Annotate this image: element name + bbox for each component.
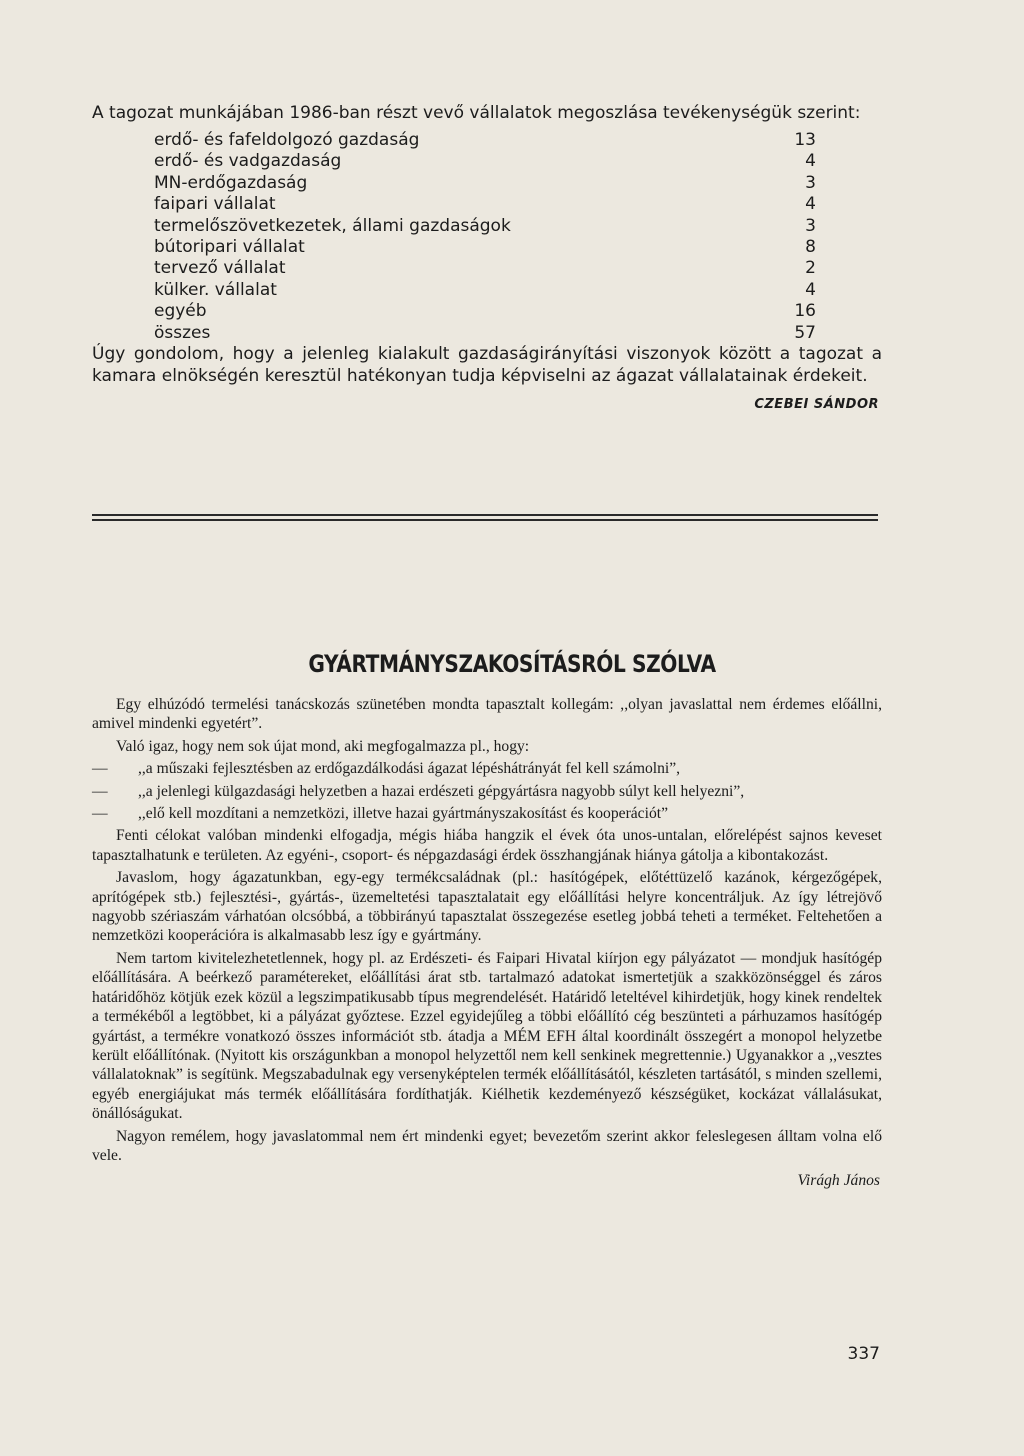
- dash-marker: —: [92, 805, 108, 823]
- row-value: 13: [794, 130, 816, 150]
- table-row: [154, 236, 816, 257]
- company-distribution-table: [154, 129, 816, 343]
- row-value: 4: [805, 194, 816, 215]
- row-label: külker. vállalat: [154, 279, 277, 300]
- article-body: [92, 695, 882, 1191]
- row-value: 4: [805, 279, 816, 300]
- row-value: 57: [794, 322, 816, 343]
- bullet-text: ,,elő kell mozdítani a nemzetközi, illetve hazai gyártmányszakosítást és kooperációt”: [138, 805, 668, 823]
- table-row: [154, 257, 816, 278]
- article-paragraph: Nagyon remélem, hogy javaslatommal nem ért mindenki egyet; bevezetőm szerint akkor feleslegesen álltam volna elő vele.: [92, 1127, 882, 1164]
- row-label: erdő- és fafeldolgozó gazdaság: [154, 130, 420, 150]
- article-paragraph: Javaslom, hogy ágazatunkban, egy-egy termékcsaládnak (pl.: hasítógépek, előtéttüzelő kazánok, kérgezőgépek, aprítógépek stb.) fejlesztési-, gyártás-, üzemeltetési tapasztalatait egy előállítási helyre koncentráljuk. Az így létrejövő nagyobb szériaszám várhatóan olcsóbbá, a többirányú tapasztalat összegezése esetleg jobbá teheti a terméket. Feltehetően a nemzetközi kooperációra is alkalmasabb lesz így e gyártmány.: [92, 869, 882, 945]
- row-label: erdő- és vadgazdaság: [154, 151, 342, 172]
- article-paragraph: Nem tartom kivitelezhetetlennek, hogy pl. az Erdészeti- és Faipari Hivatal kiírjon egy pályázatot — mondjuk hasítógép előállítására. A beérkező paramétereket, előállítási árat stb. tartalmazó adatokat ismertetjük a szakközönséggel és záros határidőhöz kötjük ezek közül a legszimpatikusabb típus megrendelését. Határidő leteltével kihirdetjük, hogy kinek rendeltek a termékéből a legtöbbet, ki a pályázat győztese. Ezzel egyidejűleg a többi előállító cég beszünteti a párhuzamos hasítógép gyártást, a termékre vonatkozó összes információt stb. átadja a MÉM EFH által koordinált összegért a monopol helyzetbe került előállítónak. (Nyitott kis országunkban a monopol helyzettől nem kell senkinek megrettennie.) Ugyanakkor a ,,vesztes vállalatoknak” is segítünk. Megszabadulnak egy versenyképtelen termék előállításától, készleten tartásától, s minden szellemi, egyéb energiájukat más termék előállítására fordíthatják. Kiélhetik kezdeményező készségüket, kockázat vállalásukat, önállóságukat.: [92, 949, 882, 1123]
- dash-marker: —: [92, 782, 108, 800]
- intro-paragraph: A tagozat munkájában 1986-ban részt vevő vállalatok megoszlása tevékenységük szerint:: [92, 103, 861, 123]
- row-value: 4: [805, 151, 816, 172]
- article-signature: Virágh János: [797, 1172, 880, 1190]
- row-value: 3: [805, 215, 816, 236]
- row-label: MN-erdőgazdaság: [154, 172, 308, 193]
- article-paragraph: Egy elhúzódó termelési tanácskozás szünetében mondta tapasztalt kollegám: ,,olyan javaslattal nem érdemes előállni, amivel mindenki egyetért”.: [92, 696, 882, 733]
- article-paragraph: Fenti célokat valóban mindenki elfogadja, mégis hiába hangzik el évek óta unos-untalan, előrelépést sajnos keveset tapasztalhatunk e területen. Az egyéni-, csoport- és népgazdasági érdek összhangjának hiánya gátolja a kibontakozást.: [92, 827, 882, 864]
- table-row: [154, 279, 816, 300]
- author-signature: CZEBEI SÁNDOR: [754, 396, 879, 412]
- table-row: [154, 215, 816, 236]
- table-row-total: [154, 322, 816, 343]
- table-row: [154, 129, 816, 150]
- member-statistics-section: [92, 102, 882, 416]
- dash-marker: —: [92, 760, 108, 778]
- section-divider-bottom: [92, 519, 878, 521]
- table-row: [154, 300, 816, 321]
- article-paragraph: Való igaz, hogy nem sok újat mond, aki megfogalmazza pl., hogy:: [116, 737, 530, 755]
- article-heading: GYÁRTMÁNYSZAKOSÍTÁSRÓL SZÓLVA: [308, 650, 716, 679]
- row-label: összes: [154, 322, 211, 343]
- row-value: 2: [805, 258, 816, 279]
- row-label: termelőszövetkezetek, állami gazdaságok: [154, 215, 511, 236]
- bullet-item: [92, 804, 882, 823]
- row-label: tervező vállalat: [154, 258, 286, 279]
- table-row: [154, 150, 816, 171]
- table-row: [154, 193, 816, 214]
- closing-paragraph: Úgy gondolom, hogy a jelenleg kialakult gazdaságirányítási viszonyok között a tagozat a kamara elnökségén keresztül hatékonyan tudja képviselni az ágazat vállalatainak érdekeit.: [92, 343, 882, 386]
- table-row: [154, 172, 816, 193]
- row-label: egyéb: [154, 301, 207, 322]
- bullet-item: [92, 759, 882, 778]
- row-label: faipari vállalat: [154, 194, 276, 215]
- bullet-text: ,,a jelenlegi külgazdasági helyzetben a hazai erdészeti gépgyártásra nagyobb súlyt kell helyezni”,: [138, 782, 745, 800]
- row-value: 16: [794, 301, 816, 322]
- page-number: 337: [847, 1344, 880, 1364]
- section-divider-top: [92, 514, 878, 516]
- bullet-item: [92, 782, 882, 801]
- bullet-text: ,,a műszaki fejlesztésben az erdőgazdálkodási ágazat lépéshátrányát fel kell számolni”,: [138, 760, 681, 778]
- row-value: 8: [805, 236, 816, 257]
- row-label: bútoripari vállalat: [154, 236, 305, 257]
- row-value: 3: [805, 172, 816, 193]
